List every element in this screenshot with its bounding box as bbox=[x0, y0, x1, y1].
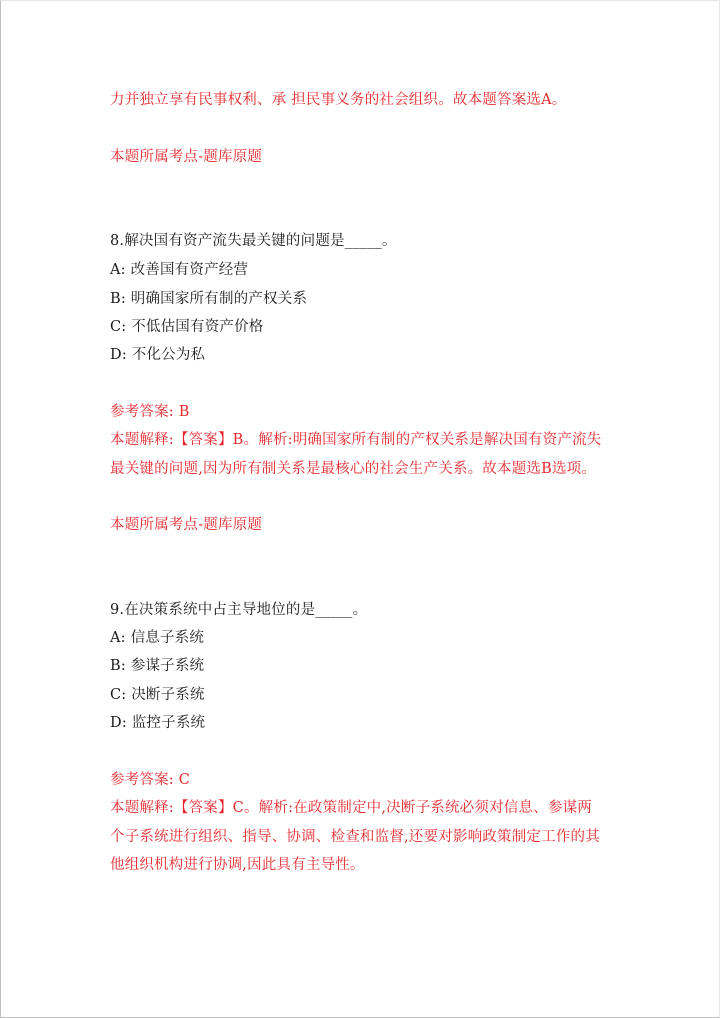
topic-note: 本题所属考点-题库原题 bbox=[110, 517, 263, 533]
option-a: A: 信息子系统 bbox=[110, 630, 205, 646]
question-9: 9.在决策系统中占主导地位的是_____。 bbox=[110, 602, 368, 618]
explanation-line: 最关键的问题,因为所有制关系是最核心的社会生产关系。故本题选B选项。 bbox=[110, 461, 597, 477]
explanation-line: 他组织机构进行协调,因此具有主导性。 bbox=[110, 857, 365, 873]
topic-note: 本题所属考点-题库原题 bbox=[110, 149, 263, 165]
explanation-line: 个子系统进行组织、指导、协调、检查和监督,还要对影响政策制定工作的其 bbox=[110, 829, 600, 845]
answer: 参考答案: B bbox=[110, 404, 190, 420]
option-d: D: 不化公为私 bbox=[110, 347, 206, 363]
option-c: C: 不低估国有资产价格 bbox=[110, 319, 264, 335]
option-a: A: 改善国有资产经营 bbox=[110, 262, 249, 278]
answer: 参考答案: C bbox=[110, 772, 190, 788]
option-c: C: 决断子系统 bbox=[110, 687, 205, 703]
question-8: 8.解决国有资产流失最关键的问题是_____。 bbox=[110, 233, 397, 249]
text-line: 力并独立享有民事权利、承 担民事义务的社会组织。故本题答案选A。 bbox=[110, 92, 567, 108]
explanation-line: 本题解释:【答案】C。解析:在政策制定中,决断子系统必须对信息、参谋两 bbox=[110, 800, 592, 816]
option-b: B: 参谋子系统 bbox=[110, 658, 205, 674]
option-d: D: 监控子系统 bbox=[110, 715, 206, 731]
explanation-line: 本题解释:【答案】B。解析:明确国家所有制的产权关系是解决国有资产流失 bbox=[110, 432, 602, 448]
option-b: B: 明确国家所有制的产权关系 bbox=[110, 291, 308, 307]
